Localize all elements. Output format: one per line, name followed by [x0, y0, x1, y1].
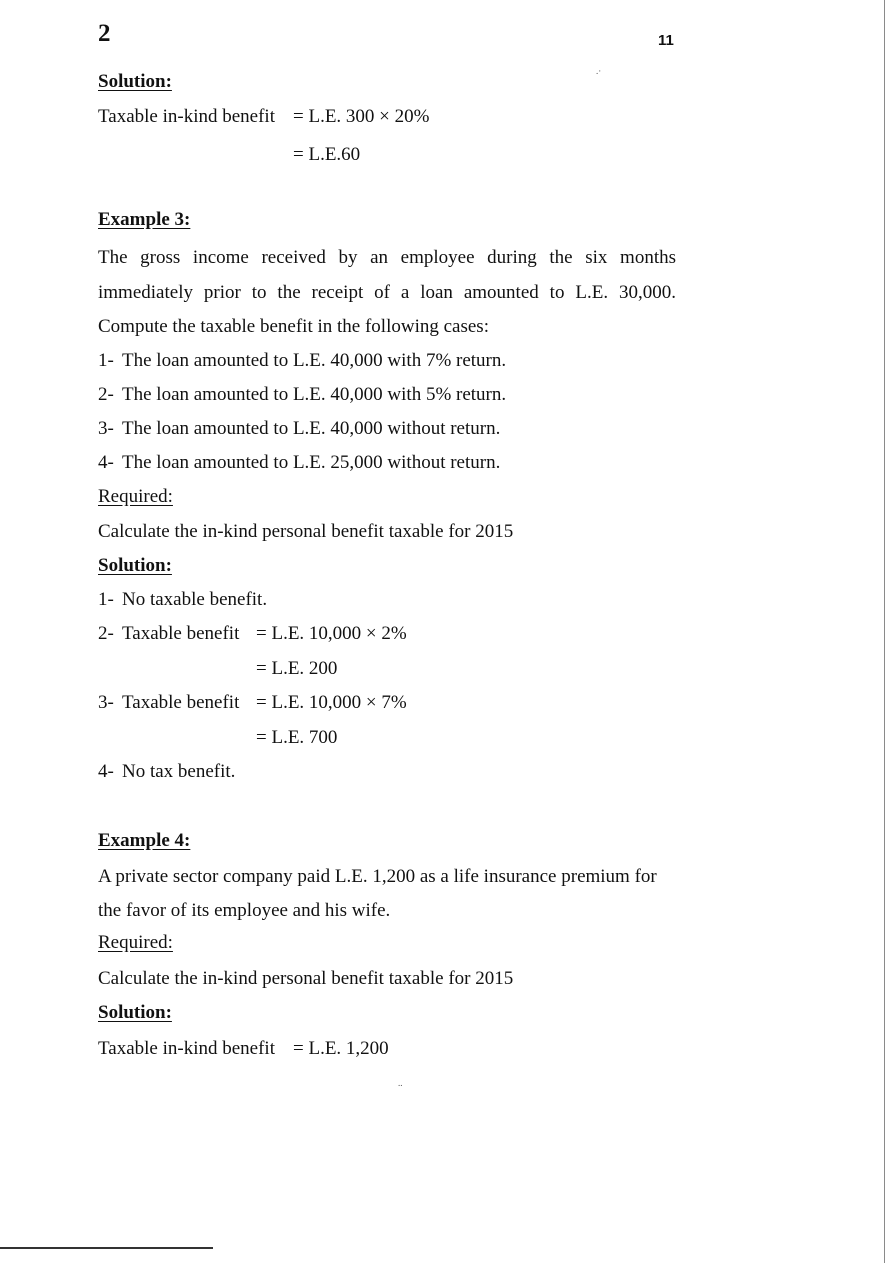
case-number: 1- [98, 350, 114, 371]
solution-number: 3- [98, 692, 114, 713]
case-item [98, 384, 506, 406]
case-item [98, 350, 506, 372]
page-right-border [884, 0, 885, 1263]
equation-result: = L.E. 700 [256, 727, 338, 748]
case-number: 2- [98, 384, 114, 405]
example-3-paragraph-line: immediately prior to the receipt of a loan amounted to L.E. 30,000. [98, 282, 676, 303]
solution-number: 2- [98, 623, 114, 644]
solution-text: No taxable benefit. [122, 589, 268, 610]
equation-label: Taxable in-kind benefit [98, 106, 275, 127]
case-text: The loan amounted to L.E. 40,000 with 7% return. [122, 350, 507, 371]
required-label: Required: [98, 932, 173, 953]
equation-label: Taxable in-kind benefit [98, 1038, 275, 1059]
example-3-paragraph-line: The gross income received by an employee during the six months [98, 247, 676, 268]
footer-rule [0, 1247, 213, 1249]
solution-number: 4- [98, 761, 114, 782]
required-label: Required: [98, 486, 173, 507]
example-4-paragraph-line: A private sector company paid L.E. 1,200 as a life insurance premium for [98, 866, 657, 887]
solution-item [98, 692, 407, 714]
equation-value: = L.E. 10,000 × 2% [256, 623, 407, 644]
case-number: 4- [98, 452, 114, 473]
case-item [98, 452, 500, 474]
case-text: The loan amounted to L.E. 25,000 without return. [122, 452, 501, 473]
equation-value: = L.E. 10,000 × 7% [256, 692, 407, 713]
example-3-paragraph-line: Compute the taxable benefit in the following cases: [98, 316, 489, 337]
chapter-number: 2 [98, 20, 111, 47]
solution-item [98, 589, 267, 611]
example-3-heading: Example 3: [98, 209, 191, 230]
page-number: 11 [658, 32, 674, 49]
equation-result: = L.E. 200 [256, 658, 338, 679]
equation-label: Taxable benefit [122, 692, 240, 713]
equation-value: = L.E. 300 × 20% [293, 106, 430, 127]
solution-heading: Solution: [98, 71, 172, 92]
equation-value: = L.E. 1,200 [293, 1038, 389, 1059]
solution-equation-line [98, 106, 429, 128]
case-number: 3- [98, 418, 114, 439]
solution-heading: Solution: [98, 555, 172, 576]
required-text: Calculate the in-kind personal benefit taxable for 2015 [98, 968, 514, 989]
solution-item [98, 623, 407, 645]
example-4-paragraph-line: the favor of its employee and his wife. [98, 900, 391, 921]
case-text: The loan amounted to L.E. 40,000 with 5% return. [122, 384, 507, 405]
equation-result: = L.E.60 [293, 144, 361, 165]
case-item [98, 418, 500, 440]
solution-equation-line [98, 1038, 389, 1060]
solution-heading: Solution: [98, 1002, 172, 1023]
solution-number: 1- [98, 589, 114, 610]
solution-text: No tax benefit. [122, 761, 236, 782]
equation-label: Taxable benefit [122, 623, 240, 644]
example-4-heading: Example 4: [98, 830, 191, 851]
case-text: The loan amounted to L.E. 40,000 without return. [122, 418, 501, 439]
scan-speck: .. [398, 1078, 403, 1088]
solution-item [98, 761, 235, 783]
scan-speck: .· [596, 66, 602, 76]
required-text: Calculate the in-kind personal benefit taxable for 2015 [98, 521, 514, 542]
